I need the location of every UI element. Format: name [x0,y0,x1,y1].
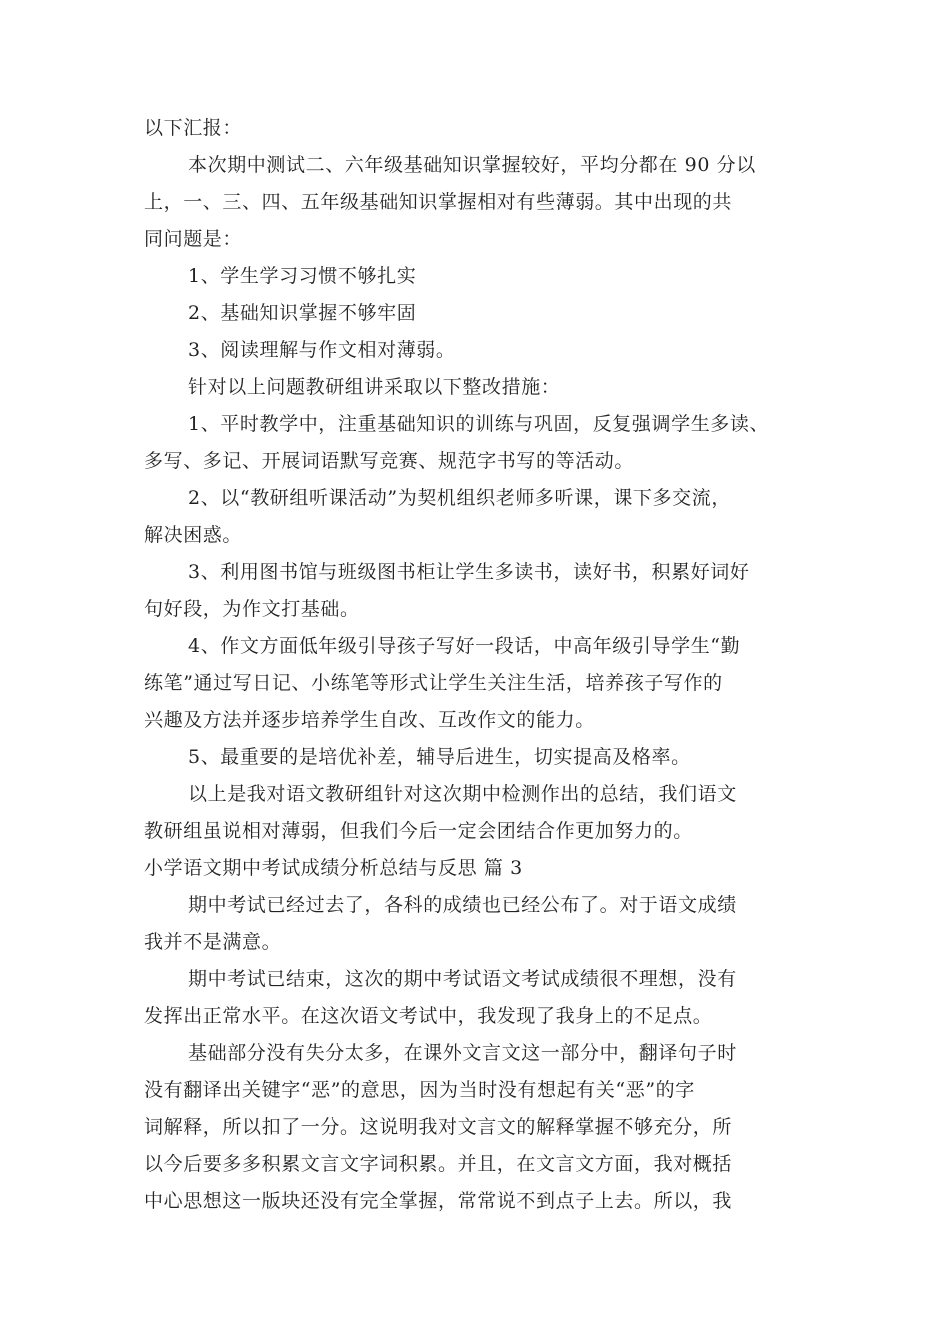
text-line: 练笔”通过写日记、小练笔等形式让学生关注生活，培养孩子写作的 [144,672,723,694]
text-line: 没有翻译出关键字“恶”的意思，因为当时没有想起有关“恶”的字 [144,1079,695,1101]
document-page [144,110,824,1220]
text-line: 2、基础知识掌握不够牢固 [188,302,417,324]
text-line: 发挥出正常水平。在这次语文考试中，我发现了我身上的不足点。 [144,1005,713,1027]
text-line: 3、利用图书馆与班级图书柜让学生多读书，读好书，积累好词好 [188,561,750,583]
text-line: 5、最重要的是培优补差，辅导后进生，切实提高及格率。 [188,746,691,768]
text-line: 兴趣及方法并逐步培养学生自改、互改作文的能力。 [144,709,595,731]
text-line: 同问题是： [144,228,243,250]
text-line: 以上是我对语文教研组针对这次期中检测作出的总结，我们语文 [188,783,737,805]
text-line: 期中考试已结束，这次的期中考试语文考试成绩很不理想，没有 [188,968,737,990]
text-line: 词解释，所以扣了一分。这说明我对文言文的解释掌握不够充分，所 [144,1116,733,1138]
text-line: 以今后要多多积累文言文字词积累。并且，在文言文方面，我对概括 [144,1153,733,1175]
text-line: 本次期中测试二、六年级基础知识掌握较好，平均分都在 90 分以 [188,154,756,176]
text-line: 以下汇报： [144,117,243,139]
text-line: 1、学生学习习惯不够扎实 [188,265,417,287]
text-line: 中心思想这一版块还没有完全掌握，常常说不到点子上去。所以，我 [144,1190,733,1212]
text-line: 我并不是满意。 [144,931,282,953]
text-line: 2、以“教研组听课活动”为契机组织老师多听课，课下多交流， [188,487,731,509]
text-line: 4、作文方面低年级引导孩子写好一段话，中高年级引导学生“勤 [188,635,741,657]
text-line: 1、平时教学中，注重基础知识的训练与巩固，反复强调学生多读、 [188,413,770,435]
text-line: 解决困惑。 [144,524,243,546]
text-line: 句好段，为作文打基础。 [144,598,360,620]
text-line: 3、阅读理解与作文相对薄弱。 [188,339,456,361]
text-line: 上，一、三、四、五年级基础知识掌握相对有些薄弱。其中出现的共 [144,191,733,213]
text-line: 多写、多记、开展词语默写竞赛、规范字书写的等活动。 [144,450,635,472]
text-line: 小学语文期中考试成绩分析总结与反思 篇 3 [144,857,523,879]
text-line: 教研组虽说相对薄弱，但我们今后一定会团结合作更加努力的。 [144,820,693,842]
text-line: 基础部分没有失分太多，在课外文言文这一部分中，翻译句子时 [188,1042,737,1064]
text-line: 针对以上问题教研组讲采取以下整改措施： [188,376,561,398]
text-line: 期中考试已经过去了，各科的成绩也已经公布了。对于语文成绩 [188,894,737,916]
